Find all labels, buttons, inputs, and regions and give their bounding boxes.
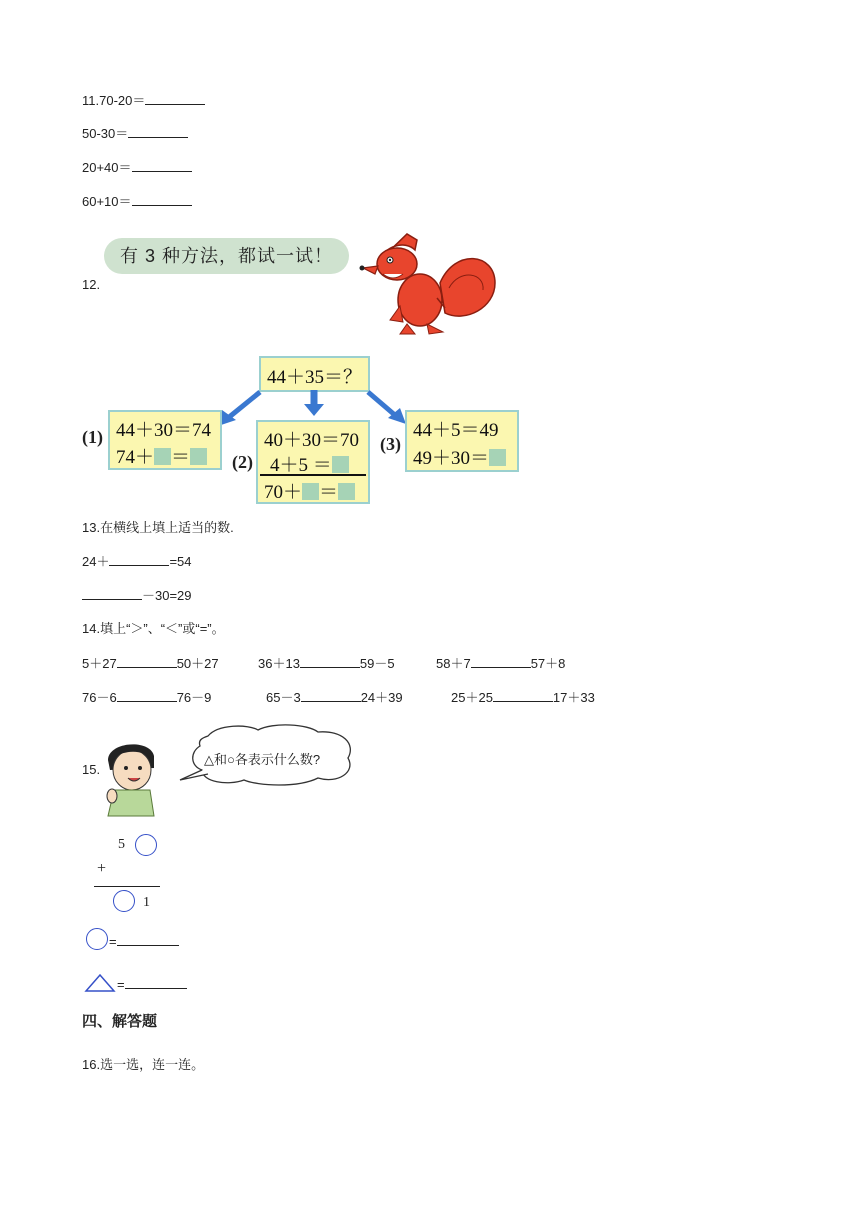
q15-number: 15. (82, 762, 101, 777)
q13-line-2: －30=29 (82, 587, 192, 604)
digit-bottom: 1 (143, 895, 150, 910)
triangle-answer: = (117, 976, 187, 993)
q14-item: 76－6 76－9 (82, 690, 212, 705)
digit-top: 5 (118, 837, 125, 852)
answer-blank[interactable] (300, 655, 360, 668)
method-2-line-2: 4＋5 ＝ (270, 450, 349, 477)
method-1-box (108, 410, 222, 470)
answer-blank[interactable] (132, 193, 192, 206)
answer-blank[interactable] (117, 689, 177, 702)
method-3-line-1: 44＋5＝49 (413, 420, 499, 441)
answer-blank[interactable] (117, 655, 177, 668)
q14-item: 36＋13 59－5 (258, 656, 395, 671)
method-3-line-2: 49＋30＝ (413, 443, 506, 470)
boy-icon (100, 738, 162, 818)
q12-number: 12. (82, 277, 101, 292)
fox-icon (345, 228, 500, 338)
top-equation-box (259, 356, 370, 392)
answer-square[interactable] (489, 449, 506, 466)
method-2-box (256, 420, 370, 504)
answer-blank[interactable] (301, 689, 361, 702)
answer-blank[interactable] (128, 125, 188, 138)
answer-blank[interactable] (125, 976, 187, 989)
answer-blank[interactable] (117, 933, 179, 946)
answer-blank[interactable] (493, 689, 553, 702)
method-1-label: (1) (82, 427, 103, 447)
circle-icon (135, 834, 157, 856)
speech-text: △和○各表示什么数? (204, 752, 321, 767)
plus-sign: + (97, 860, 107, 877)
method-3-label: (3) (380, 434, 401, 454)
q13-title: 13.在横线上填上适当的数. (82, 520, 234, 535)
hint-bubble: 有 3 种方法，都试一试！ (104, 238, 349, 274)
q14-item: 5＋27 50＋27 (82, 656, 219, 671)
section-heading: 四、解答题 (82, 1013, 158, 1030)
top-equation: 44＋35＝？ (267, 367, 363, 388)
q11-line-4: 60+10＝ (82, 193, 192, 210)
method-3-box (405, 410, 519, 472)
method-2-line-1: 40＋30＝70 (264, 430, 360, 451)
q14-item: 58＋7 57＋8 (436, 656, 566, 671)
answer-square[interactable] (338, 483, 355, 500)
q11-line-1: 11.70-20＝ (82, 92, 205, 109)
q14-item: 25＋25 17＋33 (451, 690, 595, 705)
answer-square[interactable] (302, 483, 319, 500)
answer-square[interactable] (190, 448, 207, 465)
circle-answer: = (109, 933, 179, 950)
q14-item: 65－3 24＋39 (266, 690, 403, 705)
answer-blank[interactable] (145, 92, 205, 105)
method-1-line-1: 44＋30＝74 (116, 420, 212, 441)
method-2-line-3: 70＋ ＝ (264, 477, 355, 504)
q11-line-3: 20+40＝ (82, 159, 192, 176)
answer-blank[interactable] (471, 655, 531, 668)
answer-blank[interactable] (109, 553, 169, 566)
answer-blank[interactable] (82, 587, 142, 600)
method-2-label: (2) (232, 452, 253, 472)
answer-square[interactable] (154, 448, 171, 465)
circle-icon (86, 928, 108, 950)
q16-title: 16.选一选，连一连。 (82, 1057, 205, 1072)
q11-line-2: 50-30＝ (82, 125, 188, 142)
q13-line-1: 24＋ =54 (82, 554, 192, 569)
sum-line (94, 886, 160, 887)
circle-icon (113, 890, 135, 912)
triangle-icon (84, 973, 116, 993)
answer-square[interactable] (332, 456, 349, 473)
q14-title: 14.填上“＞”、“＜”或“=”。 (82, 621, 225, 636)
method-1-line-2: 74＋ ＝ (116, 442, 207, 469)
divider-line (260, 474, 366, 476)
answer-blank[interactable] (132, 159, 192, 172)
